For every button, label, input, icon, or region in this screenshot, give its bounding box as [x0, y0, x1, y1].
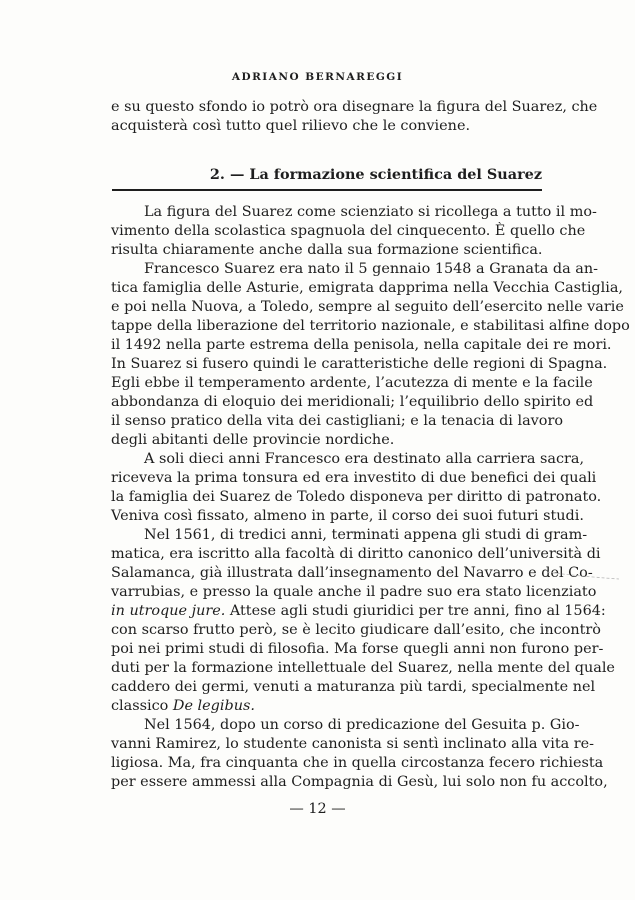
text-line: tica famiglia delle Asturie, emigrata dapprima nella Vecchia Castiglia,	[111, 280, 623, 296]
text-line: tappe della liberazione del territorio nazionale, e stabilitasi alfine dopo	[111, 318, 630, 334]
text-line: e poi nella Nuova, a Toledo, sempre al seguito dell’esercito nelle varie	[111, 299, 624, 315]
text-line: caddero dei germi, venuti a maturanza più tardi, specialmente nel	[111, 679, 596, 695]
text-line: A soli dieci anni Francesco era destinato alla carriera sacra,	[144, 451, 585, 467]
section-heading: 2. — La formazione scientifica del Suarez	[209, 166, 542, 183]
text-line: abbondanza di eloquio dei meridionali; l’equilibrio dello spirito ed	[111, 394, 594, 410]
text-span: Attese agli studi giuridici per tre anni, fino al 1564:	[225, 603, 606, 619]
text-line: il senso pratico della vita dei castigliani; e la tenacia di lavoro	[111, 413, 564, 429]
text-line: Nel 1561, di tredici anni, terminati appena gli studi di gram-	[144, 527, 588, 543]
text-line: La figura del Suarez come scienziato si ricollega a tutto il mo-	[144, 204, 597, 220]
running-header: ADRIANO BERNAREGGI	[231, 71, 404, 83]
text-line: risulta chiaramente anche dalla sua formazione scientifica.	[111, 242, 543, 258]
text-line: la famiglia dei Suarez de Toledo disponeva per diritto di patronato.	[111, 489, 602, 505]
text-line: Egli ebbe il temperamento ardente, l’acutezza di mente e la facile	[111, 375, 593, 391]
text-line: degli abitanti delle provincie nordiche.	[111, 432, 395, 448]
text-line: per essere ammessi alla Compagnia di Gesù, lui solo non fu accolto,	[111, 774, 608, 790]
text-line: il 1492 nella parte estrema della penisola, nella capitale dei re mori.	[111, 337, 612, 353]
text-line: Nel 1564, dopo un corso di predicazione del Gesuita p. Gio-	[144, 717, 580, 733]
pencil-mark-icon	[545, 569, 621, 581]
text-line: e su questo sfondo io potrò ora disegnare la figura del Suarez, che	[111, 99, 598, 115]
italic-phrase: in utroque jure.	[111, 603, 226, 619]
text-line: Francesco Suarez era nato il 5 gennaio 1548 a Granata da an-	[144, 261, 599, 277]
text-line: Veniva così fissato, almeno in parte, il corso dei suoi futuri studi.	[111, 508, 584, 524]
text-line: matica, era iscritto alla facoltà di diritto canonico dell’università di	[111, 546, 601, 562]
text-line: duti per la formazione intellettuale del Suarez, nella mente del quale	[111, 660, 615, 676]
text-line: Salamanca, già illustrata dall’insegnamento del Navarro e del Co-	[111, 565, 593, 581]
text-line: In Suarez si fusero quindi le caratteristiche delle regioni di Spagna.	[111, 356, 608, 372]
text-line: vanni Ramirez, lo studente canonista si sentì inclinato alla vita re-	[111, 736, 595, 752]
text-line: riceveva la prima tonsura ed era investito di due benefici dei quali	[111, 470, 597, 486]
page-number: — 12 —	[289, 801, 346, 817]
text-line: con scarso frutto però, se è lecito giudicare dall’esito, che incontrò	[111, 622, 601, 638]
text-line: varrubias, e presso la quale anche il padre suo era stato licenziato	[111, 584, 597, 600]
italic-phrase: De legibus.	[172, 698, 255, 714]
text-line: acquisterà così tutto quel rilievo che le conviene.	[111, 118, 471, 134]
text-line: poi nei primi studi di filosofia. Ma forse quegli anni non furono per-	[111, 641, 604, 657]
text-line: ligiosa. Ma, fra cinquanta che in quella circostanza fecero richiesta	[111, 755, 604, 771]
text-span: classico	[111, 698, 169, 714]
text-line: vimento della scolastica spagnuola del cinquecento. È quello che	[111, 223, 586, 239]
text-line	[111, 697, 543, 715]
text-line	[111, 602, 606, 620]
heading-underline	[112, 189, 542, 191]
